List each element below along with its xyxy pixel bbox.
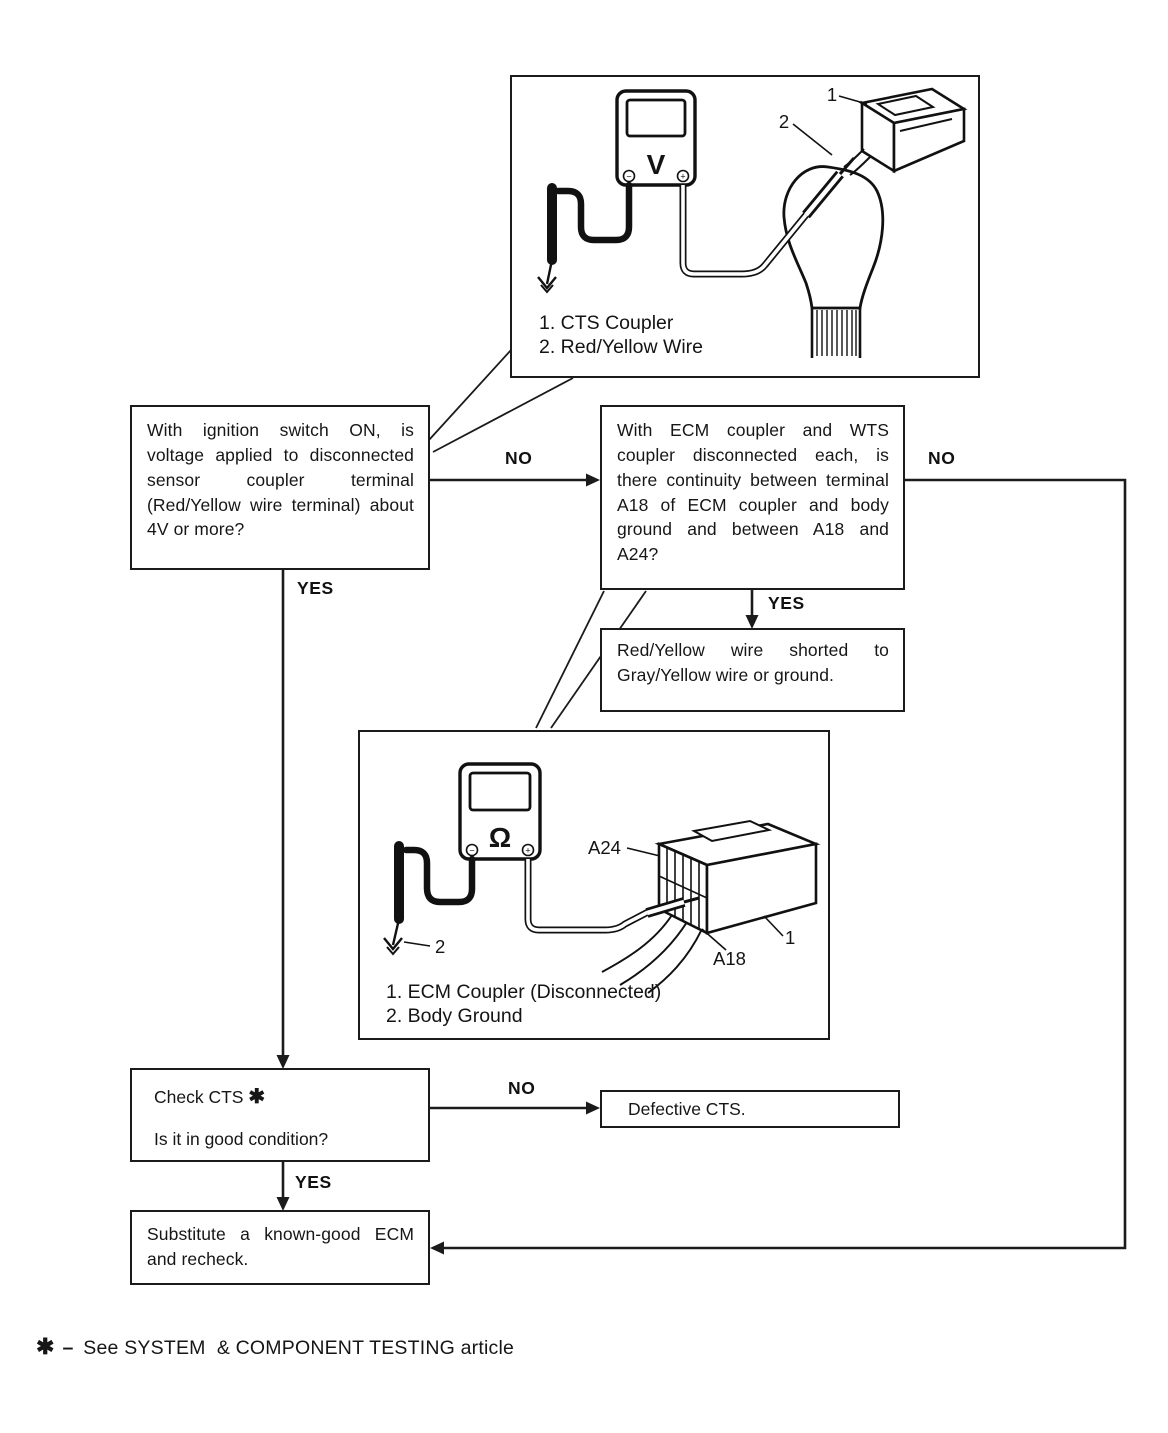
- ecm-coupler-drawing: [659, 821, 816, 933]
- footnote-star-icon: ✱: [36, 1334, 55, 1359]
- callout-a24-label: A24: [588, 837, 621, 858]
- arrowhead-into-defective: [586, 1102, 600, 1115]
- q2-continuity-check-box: [600, 405, 905, 590]
- ground-test-lead: [384, 845, 475, 954]
- caption-body-ground: 2. Body Ground: [386, 1005, 523, 1027]
- ohmmeter-plus-terminal: +: [525, 845, 531, 856]
- callout-1-label: 1: [785, 927, 796, 948]
- arrowhead-into-check: [277, 1055, 290, 1069]
- arrowhead-into-substitute-right: [430, 1242, 444, 1255]
- label-q1-no: NO: [505, 448, 533, 468]
- ground-test-lead: [538, 185, 629, 292]
- arrowhead-into-q2: [586, 474, 600, 487]
- caption-ecm-coupler: 1. ECM Coupler (Disconnected): [386, 981, 662, 1003]
- cts-test-illustration: [510, 75, 980, 378]
- footnote-star-icon: ✱: [248, 1086, 266, 1108]
- defective-cts-box: [600, 1090, 900, 1128]
- footnote-text: See SYSTEM & COMPONENT TESTING article: [83, 1337, 515, 1359]
- callout-a18-label: A18: [713, 948, 746, 969]
- defective-cts-text: Defective CTS.: [628, 1098, 746, 1119]
- arrowhead-into-substitute-top: [277, 1197, 290, 1211]
- label-check-no: NO: [508, 1078, 536, 1098]
- callout-mid-line-1: [536, 591, 604, 728]
- label-q2-no: NO: [928, 448, 956, 468]
- check-cts-box: [130, 1068, 430, 1162]
- ecm-test-drawing: [360, 732, 827, 1037]
- arrowhead-into-shorted: [746, 615, 759, 629]
- caption-red-yellow-wire: 2. Red/Yellow Wire: [539, 336, 704, 358]
- label-q2-yes: YES: [768, 593, 805, 613]
- callout-top-line-2: [433, 378, 573, 452]
- caption-cts-coupler: 1. CTS Coupler: [539, 312, 674, 334]
- check-cts-text: Check CTS: [154, 1087, 244, 1107]
- ohmmeter-drawing: [460, 764, 540, 859]
- voltmeter-letter: V: [646, 149, 666, 180]
- substitute-ecm-text: Substitute a known-good ECM and recheck.: [147, 1224, 414, 1269]
- footnote: [36, 1334, 514, 1360]
- callout-2-label: 2: [435, 936, 446, 957]
- footnote-dash: –: [62, 1337, 74, 1359]
- voltmeter-plus-terminal: +: [680, 171, 686, 182]
- label-check-yes: YES: [295, 1172, 332, 1192]
- sensor-lower-body: [812, 308, 860, 358]
- check-cts-line2: Is it in good condition?: [154, 1129, 329, 1149]
- ohmmeter-minus-terminal: −: [469, 845, 475, 856]
- result-shorted-wire-box: [600, 628, 905, 712]
- q2-text: With ECM coupler and WTS coupler disconnected each, is there continuity between terminal A18 of ECM coupler and body ground and between A18 and A24?: [617, 420, 889, 565]
- substitute-ecm-box: [130, 1210, 430, 1285]
- cts-test-drawing: [512, 77, 977, 375]
- check-cts-line1: [132, 1070, 428, 1109]
- label-q1-yes: YES: [297, 578, 334, 598]
- q1-voltage-check-box: [130, 405, 430, 570]
- callout-2-label: 2: [778, 111, 790, 132]
- voltmeter-drawing: [617, 91, 695, 185]
- q1-text: With ignition switch ON, is voltage applied to disconnected sensor coupler terminal (Red/Yellow wire terminal) about 4V or more?: [147, 420, 414, 540]
- callout-top-line-1: [429, 350, 511, 440]
- ecm-test-illustration: [358, 730, 830, 1040]
- cts-coupler-drawing: [862, 89, 964, 171]
- ohmmeter-letter: Ω: [488, 822, 512, 853]
- result-shorted-text: Red/Yellow wire shorted to Gray/Yellow wire or ground.: [617, 640, 889, 685]
- callout-1-label: 1: [826, 84, 838, 105]
- voltmeter-minus-terminal: −: [626, 171, 632, 182]
